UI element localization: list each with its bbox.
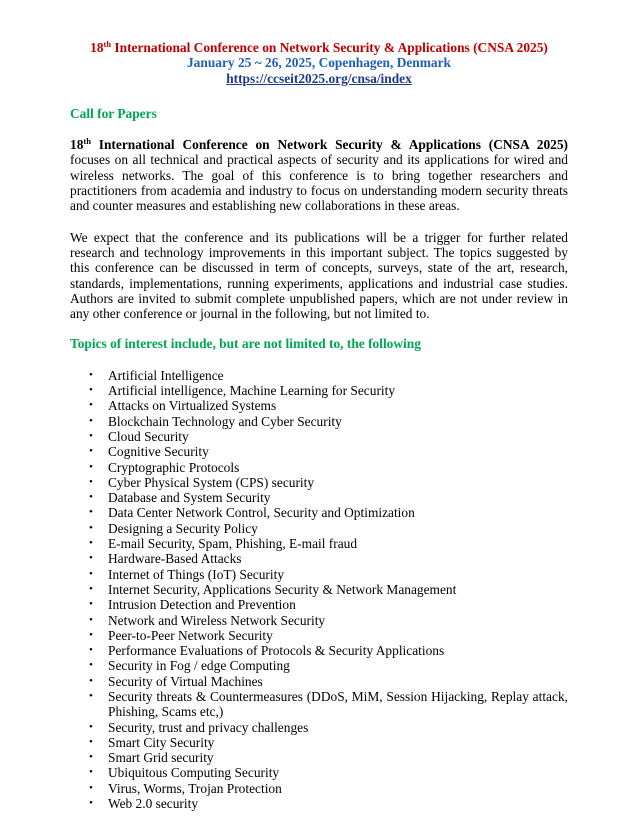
conference-dates-location: January 25 ~ 26, 2025, Copenhagen, Denmark bbox=[186, 55, 451, 71]
list-item bbox=[70, 796, 568, 811]
call-for-papers-heading: Call for Papers bbox=[70, 105, 157, 121]
topics-heading: Topics of interest include, but are not limited to, the following bbox=[70, 336, 421, 352]
list-item bbox=[70, 628, 568, 643]
list-item bbox=[70, 536, 568, 551]
title-number: 18 bbox=[90, 40, 104, 55]
bullet-icon: • bbox=[89, 751, 93, 764]
title-text: International Conference on Network Security & Applications (CNSA 2025) bbox=[111, 40, 548, 55]
list-item bbox=[70, 368, 568, 383]
conference-title bbox=[70, 40, 568, 55]
bullet-icon: • bbox=[89, 399, 93, 412]
topic-text: Security in Fog / edge Computing bbox=[108, 658, 290, 674]
bullet-icon: • bbox=[89, 521, 93, 534]
bullet-icon: • bbox=[89, 368, 93, 381]
list-item bbox=[70, 781, 568, 796]
list-item bbox=[70, 490, 568, 505]
list-item bbox=[70, 444, 568, 459]
list-item bbox=[70, 505, 568, 520]
bullet-icon: • bbox=[89, 445, 93, 458]
bullet-icon: • bbox=[89, 781, 93, 794]
topic-text: Designing a Security Policy bbox=[108, 520, 258, 536]
topic-text: Internet of Things (IoT) Security bbox=[108, 566, 285, 582]
topic-text: Smart City Security bbox=[108, 734, 215, 750]
conference-url-link[interactable]: https://ccseit2025.org/cnsa/index bbox=[226, 70, 412, 86]
topic-text: Performance Evaluations of Protocols & Security Applications bbox=[108, 643, 445, 659]
bullet-icon: • bbox=[89, 491, 93, 504]
topic-text: Artificial Intelligence bbox=[108, 367, 224, 383]
bullet-icon: • bbox=[89, 582, 93, 595]
bullet-icon: • bbox=[89, 628, 93, 641]
bullet-icon: • bbox=[89, 689, 93, 702]
list-item bbox=[70, 383, 568, 398]
topic-text: Virus, Worms, Trojan Protection bbox=[108, 780, 282, 796]
bullet-icon: • bbox=[89, 613, 93, 626]
bullet-icon: • bbox=[89, 475, 93, 488]
topic-text: Internet Security, Applications Security & Network Management bbox=[108, 581, 457, 597]
bullet-icon: • bbox=[89, 644, 93, 657]
list-item bbox=[70, 613, 568, 628]
list-item bbox=[70, 750, 568, 765]
topic-text: Hardware-Based Attacks bbox=[108, 551, 242, 567]
topic-text: Network and Wireless Network Security bbox=[108, 612, 326, 628]
list-item bbox=[70, 551, 568, 566]
bullet-icon: • bbox=[89, 797, 93, 810]
list-item bbox=[70, 567, 568, 582]
list-item bbox=[70, 414, 568, 429]
list-item bbox=[70, 720, 568, 735]
topic-text: Artificial intelligence, Machine Learning for Security bbox=[108, 383, 396, 399]
bullet-icon: • bbox=[89, 506, 93, 519]
topic-text: Cyber Physical System (CPS) security bbox=[108, 474, 315, 490]
bullet-icon: • bbox=[89, 429, 93, 442]
topic-text: Data Center Network Control, Security and Optimization bbox=[108, 505, 415, 521]
topic-text: Ubiquitous Computing Security bbox=[108, 765, 280, 781]
topic-text: E-mail Security, Spam, Phishing, E-mail fraud bbox=[108, 536, 358, 552]
bullet-icon: • bbox=[89, 414, 93, 427]
topic-text: Attacks on Virtualized Systems bbox=[108, 398, 277, 414]
list-item bbox=[70, 689, 568, 720]
bullet-icon: • bbox=[89, 720, 93, 733]
intro-paragraph bbox=[70, 137, 568, 213]
lead-number: 18 bbox=[70, 137, 84, 153]
list-item bbox=[70, 460, 568, 475]
bullet-icon: • bbox=[89, 537, 93, 550]
topic-text: Web 2.0 security bbox=[108, 796, 199, 812]
topic-text: Security, trust and privacy challenges bbox=[108, 719, 309, 735]
bullet-icon: • bbox=[89, 384, 93, 397]
list-item bbox=[70, 429, 568, 444]
bullet-icon: • bbox=[89, 674, 93, 687]
bullet-icon: • bbox=[89, 567, 93, 580]
topic-text: Peer-to-Peer Network Security bbox=[108, 627, 273, 643]
bullet-icon: • bbox=[89, 735, 93, 748]
bullet-icon: • bbox=[89, 659, 93, 672]
intro-lead-title bbox=[70, 137, 568, 152]
topic-text: Security of Virtual Machines bbox=[108, 673, 263, 689]
bullet-icon: • bbox=[89, 460, 93, 473]
list-item bbox=[70, 475, 568, 490]
list-item bbox=[70, 398, 568, 413]
list-item bbox=[70, 582, 568, 597]
list-item bbox=[70, 735, 568, 750]
title-ordinal-suffix: th bbox=[103, 39, 112, 49]
list-item bbox=[70, 658, 568, 673]
topic-text: Cognitive Security bbox=[108, 444, 209, 460]
topic-text: Cryptographic Protocols bbox=[108, 459, 240, 475]
bullet-icon: • bbox=[89, 766, 93, 779]
bullet-icon: • bbox=[89, 552, 93, 565]
expectation-paragraph: We expect that the conference and its publications will be a trigger for further related research and technology improvements in this important subject. The topics suggested by this conference can be discussed in term of concepts, surveys, state of the art, research, standards, implementations, running experiments, applications and industrial case studies. Authors are invited to submit complete unpublished papers, which are not under review in any other conference or journal in the following, but not limited to. bbox=[70, 229, 568, 322]
topics-list bbox=[70, 368, 568, 812]
list-item bbox=[70, 521, 568, 536]
conference-header bbox=[70, 40, 568, 86]
topic-text: Smart Grid security bbox=[108, 750, 214, 766]
topic-text: Security threats & Countermeasures (DDoS, MiM, Session Hijacking, Replay attack, Phishing, Scams etc,) bbox=[108, 688, 568, 720]
list-item bbox=[70, 765, 568, 780]
intro-body-text: focuses on all technical and practical aspects of security and its applications for wired and wireless networks. The goal of this conference is to bring together researchers and practitioners from academia and industry to focus on understanding modern security threats and counter measures and establishing new collaborations in these areas. bbox=[70, 152, 568, 214]
lead-text: International Conference on Network Security & Applications (CNSA 2025) bbox=[90, 137, 568, 153]
lead-ordinal-suffix: th bbox=[83, 136, 91, 147]
topic-text: Database and System Security bbox=[108, 490, 271, 506]
list-item bbox=[70, 674, 568, 689]
topic-text: Intrusion Detection and Prevention bbox=[108, 597, 296, 613]
list-item bbox=[70, 643, 568, 658]
list-item bbox=[70, 597, 568, 612]
topic-text: Blockchain Technology and Cyber Security bbox=[108, 413, 342, 429]
bullet-icon: • bbox=[89, 598, 93, 611]
topic-text: Cloud Security bbox=[108, 428, 189, 444]
